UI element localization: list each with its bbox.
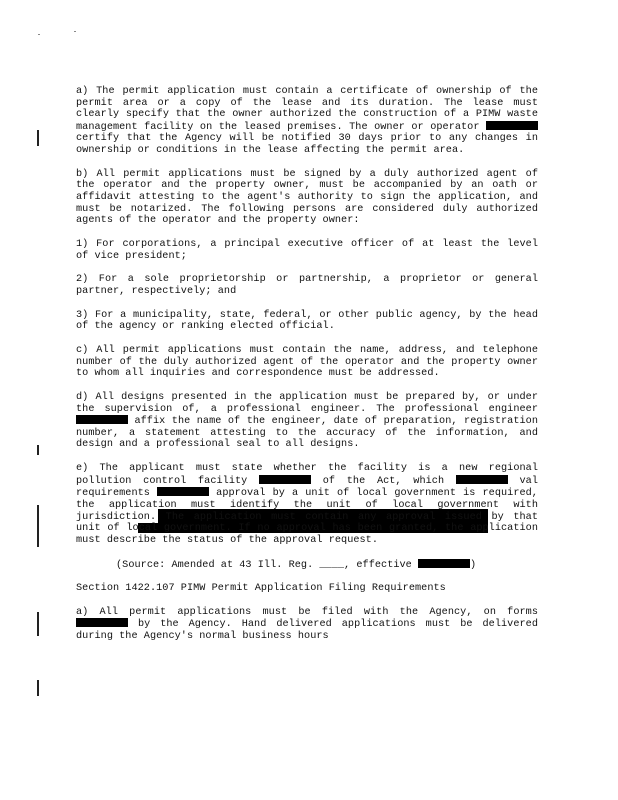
redaction-mark (486, 121, 538, 130)
paragraph-a: a) The permit application must contain a certificate of ownership of the permit area or a copy of the lease and its duration. The lease must clearly specify that the owner authorized the construction of a PIMW waste management facility on the leased premises. The owner or operator certify that the Agency will be notified 30 days prior to any changes in ownership or conditions in the lease affecting the permit area. (76, 86, 538, 156)
paragraph-c: c) All permit applications must contain the name, address, and telephone number of the duly authorized agent of the operator and the property owner to whom all inquiries and correspondence must be addressed. (76, 345, 538, 380)
paragraph-final-a: a) All permit applications must be filed with the Agency, on forms by the Agency. Hand delivered applications must be delivered during the Agency's normal business hours (76, 606, 538, 642)
paragraph-b-1: 1) For corporations, a principal executive officer of at least the level of vice president; (76, 238, 538, 262)
source-note: (Source: Amended at 43 Ill. Reg. ____, effective ) (116, 559, 477, 571)
paragraph-e: e) The applicant must state whether the facility is a new regional pollution control facility of the Act, which val requirements approval by a unit of local government is required, the application must identify the unit of local government with jurisdiction. The application must contain any approval issued by that unit of local government. If no approval has been granted, the application must describe the status of the approval request. (76, 463, 539, 546)
document-body (76, 86, 538, 655)
revision-bar (37, 505, 39, 547)
scan-speck (74, 31, 76, 32)
scan-speck (38, 34, 40, 35)
revision-bar (37, 445, 39, 455)
redaction-mark (76, 618, 128, 627)
redaction-mark (157, 487, 209, 496)
redaction-mark (456, 475, 508, 484)
paragraph-b-3: 3) For a municipality, state, federal, or other public agency, by the head of the agency or ranking elected official. (76, 309, 538, 333)
revision-bar (37, 130, 39, 146)
revision-bar (37, 680, 39, 696)
paragraph-b: b) All permit applications must be signed by a duly authorized agent of the operator and the property owner, must be accompanied by an oath or affidavit attesting to the agent's authority to sign the application, and must be notarized. The following persons are considered duly authorized agents of the operator and the property owner: (76, 168, 538, 227)
section-heading: Section 1422.107 PIMW Permit Application Filing Requirements (76, 583, 446, 595)
paragraph-d: d) All designs presented in the application must be prepared by, or under the supervision of, a professional engineer. The professional engineer affix the name of the engineer, date of preparation, registration number, a statement attesting to the accuracy of the information, and design and a professional seal to all designs. (76, 392, 538, 451)
paragraph-b-2: 2) For a sole proprietorship or partnership, a proprietor or general partner, respectively; and (76, 274, 538, 297)
redaction-mark (76, 415, 128, 424)
revision-bar (37, 612, 39, 636)
redaction-mark (418, 559, 470, 568)
redaction-mark (259, 475, 311, 484)
